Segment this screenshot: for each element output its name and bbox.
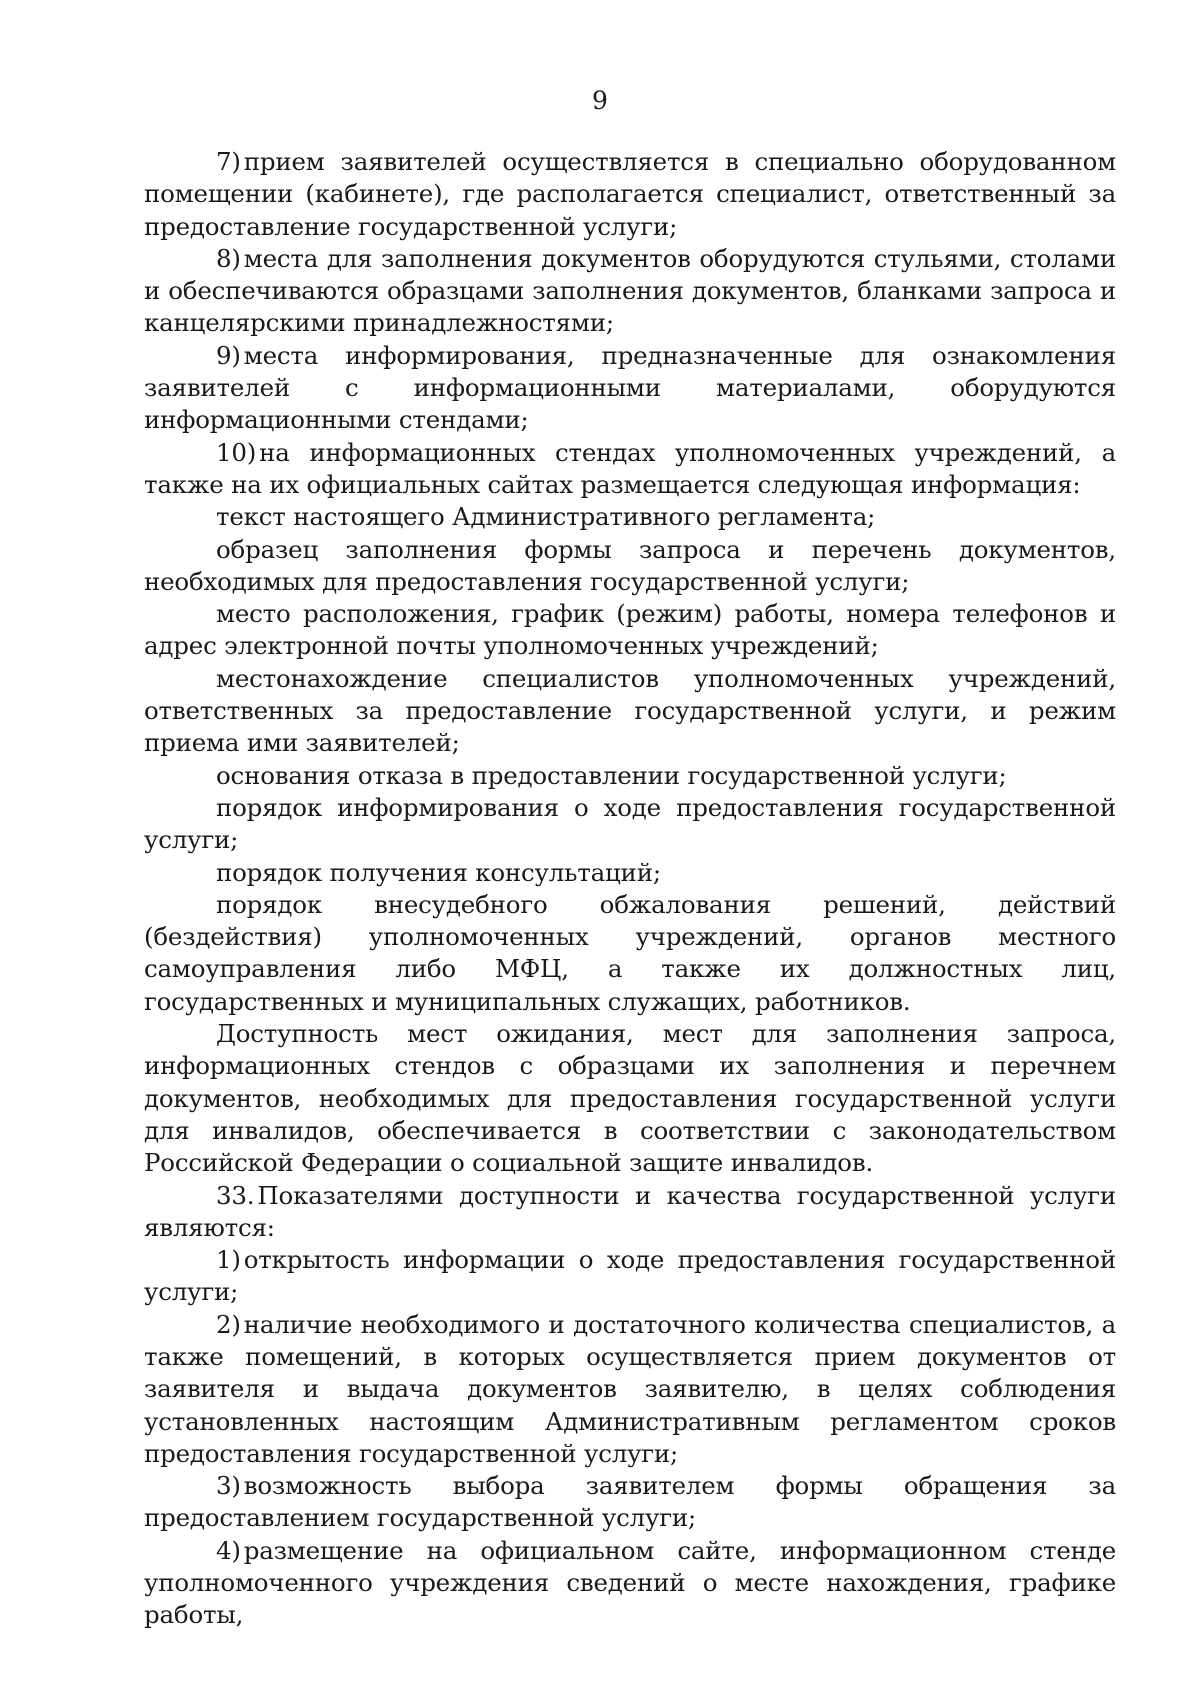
item-number: 7): [216, 147, 241, 176]
paragraph-info-specialists: [144, 663, 1116, 760]
paragraph-text: место расположения, график (режим) работы, номера телефонов и адрес электронной почты уполномоченных учреждений;: [144, 599, 1116, 661]
paragraph-text: порядок информирования о ходе предоставления государственной услуги;: [144, 792, 1116, 855]
paragraph-text: Доступность мест ожидания, мест для заполнения запроса, информационных стендов с образцами их заполнения и перечнем документов, необходимых для предоставления государственной услуги для инвалидов, обеспечивается в соответствии с законодательством Российской Федерации о социальной защите инвалидов.: [144, 1019, 1116, 1178]
item-number: 10): [216, 437, 257, 467]
paragraph-indicator-1: [144, 1244, 1116, 1309]
paragraph-text: Показателями доступности и качества государственной услуги являются:: [144, 1180, 1116, 1242]
paragraph-text: порядок внесудебного обжалования решений, действий (бездействия) уполномоченных учреждений, органов местного самоуправления либо МФЦ, а также их должностных лиц, государственных и муниципальных служащих, работников.: [144, 889, 1116, 1016]
paragraph-text: возможность выбора заявителем формы обращения за предоставлением государственной услуги;: [144, 1471, 1116, 1533]
document-body: [144, 146, 1116, 1632]
paragraph-item-8: [144, 243, 1116, 340]
paragraph-text: места для заполнения документов оборудуются стульями, столами и обеспечиваются образцами заполнения документов, бланками запроса и канцелярскими принадлежностями;: [144, 243, 1116, 338]
paragraph-text: места информирования, предназначенные для ознакомления заявителей с информационными материалами, оборудуются информационными стендами;: [144, 340, 1116, 435]
paragraph-text: на информационных стендах уполномоченных учреждений, а также на их официальных сайтах размещается следующая информация:: [144, 437, 1116, 499]
paragraph-item-33: [144, 1180, 1116, 1245]
paragraph-info-consultations: [144, 857, 1116, 889]
paragraph-text: образец заполнения формы запроса и перечень документов, необходимых для предоставления государственной услуги;: [144, 534, 1116, 596]
page-number: 9: [592, 86, 608, 115]
item-number: 33.: [216, 1180, 255, 1210]
paragraph-indicator-2: [144, 1309, 1116, 1470]
item-number: 4): [216, 1535, 241, 1565]
item-number: 3): [216, 1471, 241, 1501]
paragraph-info-appeal: [144, 889, 1116, 1018]
item-number: 1): [216, 1245, 241, 1275]
paragraph-text: размещение на официальном сайте, информационном стенде уполномоченного учреждения сведений о месте нахождения, графике работы,: [144, 1535, 1116, 1630]
paragraph-text: основания отказа в предоставлении государственной услуги;: [216, 760, 1007, 790]
paragraph-item-9: [144, 340, 1116, 437]
paragraph-text: прием заявителей осуществляется в специально оборудованном помещении (кабинете), где располагается специалист, ответственный за предоставление государственной услуги;: [144, 147, 1116, 241]
paragraph-indicator-3: [144, 1470, 1116, 1535]
paragraph-item-7: [144, 146, 1116, 243]
item-number: 8): [216, 243, 241, 273]
paragraph-text: порядок получения консультаций;: [216, 857, 661, 887]
paragraph-info-progress: [144, 792, 1116, 857]
paragraph-info-reglament-text: [144, 501, 1116, 533]
item-number: 2): [216, 1309, 241, 1339]
paragraph-text: открытость информации о ходе предоставления государственной услуги;: [144, 1245, 1116, 1307]
paragraph-info-refusal: [144, 760, 1116, 792]
paragraph-text: местонахождение специалистов уполномоченных учреждений, ответственных за предоставление государственной услуги, и режим приема ими заявителей;: [144, 663, 1116, 758]
paragraph-indicator-4: [144, 1535, 1116, 1632]
paragraph-text: текст настоящего Административного регламента;: [216, 502, 876, 532]
paragraph-item-10: [144, 437, 1116, 502]
paragraph-text: наличие необходимого и достаточного количества специалистов, а также помещений, в которых осуществляется прием документов от заявителя и выдача документов заявителю, в целях соблюдения установленных настоящим Административным регламентом сроков предоставления государственной услуги;: [144, 1309, 1116, 1468]
paragraph-accessibility: [144, 1018, 1116, 1179]
paragraph-info-form-sample: [144, 534, 1116, 599]
paragraph-info-location: [144, 598, 1116, 663]
item-number: 9): [216, 340, 241, 370]
